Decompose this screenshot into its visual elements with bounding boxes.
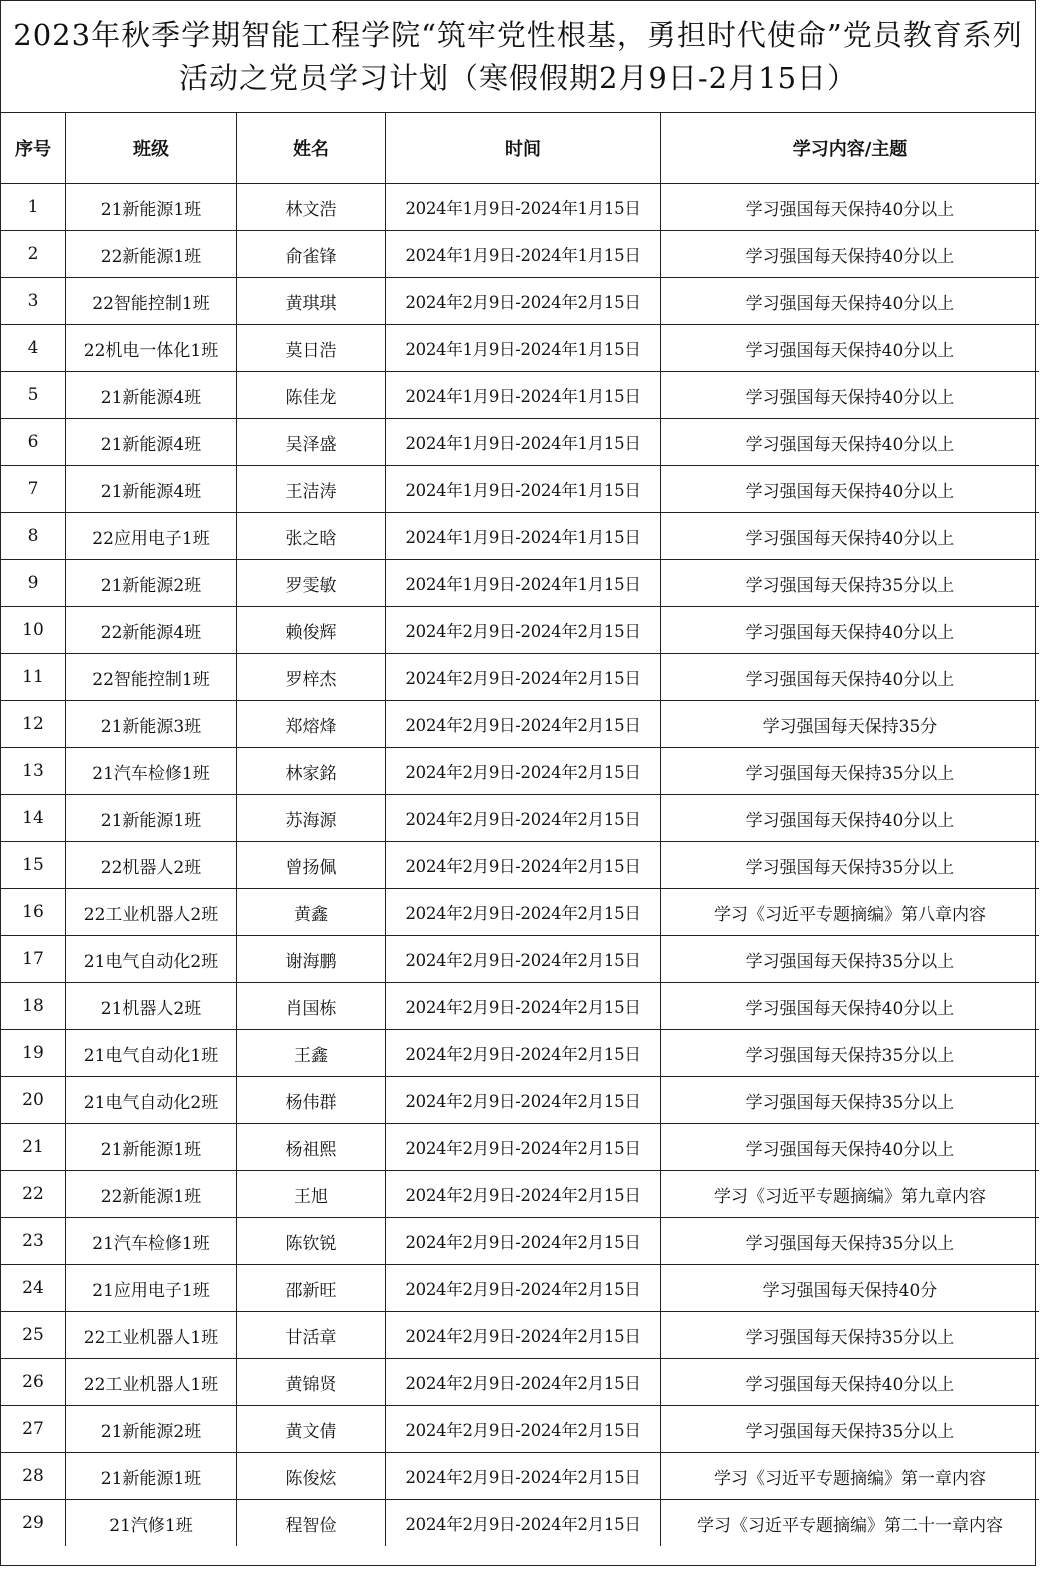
- cell-time: 2024年1月9日-2024年1月15日: [386, 419, 661, 466]
- cell-content: 学习强国每天保持40分以上: [661, 184, 1040, 231]
- table-header-row: [1, 113, 1039, 184]
- cell-name: 林文浩: [237, 184, 386, 231]
- cell-class: 21电气自动化1班: [66, 1030, 237, 1077]
- cell-name: 肖国栋: [237, 983, 386, 1030]
- cell-time: 2024年1月9日-2024年1月15日: [386, 184, 661, 231]
- cell-name: 黄文倩: [237, 1406, 386, 1453]
- cell-content: 学习强国每天保持40分以上: [661, 419, 1040, 466]
- table-row: [1, 1265, 1039, 1312]
- cell-content: 学习强国每天保持35分以上: [661, 1406, 1040, 1453]
- cell-name: 陈钦锐: [237, 1218, 386, 1265]
- table-row: [1, 1077, 1039, 1124]
- header-time: 时间: [386, 113, 661, 184]
- cell-class: 21新能源1班: [66, 184, 237, 231]
- cell-content: 学习强国每天保持35分以上: [661, 748, 1040, 795]
- cell-content: 学习强国每天保持35分以上: [661, 842, 1040, 889]
- table-row: [1, 795, 1039, 842]
- cell-class: 22机器人2班: [66, 842, 237, 889]
- cell-seq: 17: [1, 936, 66, 983]
- cell-seq: 11: [1, 654, 66, 701]
- table-row: [1, 325, 1039, 372]
- cell-seq: 27: [1, 1406, 66, 1453]
- cell-name: 俞雀锋: [237, 231, 386, 278]
- table-row: [1, 701, 1039, 748]
- cell-time: 2024年2月9日-2024年2月15日: [386, 1453, 661, 1500]
- cell-seq: 25: [1, 1312, 66, 1359]
- cell-time: 2024年2月9日-2024年2月15日: [386, 278, 661, 325]
- cell-seq: 8: [1, 513, 66, 560]
- cell-time: 2024年2月9日-2024年2月15日: [386, 1124, 661, 1171]
- cell-seq: 4: [1, 325, 66, 372]
- cell-content: 学习强国每天保持40分以上: [661, 231, 1040, 278]
- cell-class: 21汽车检修1班: [66, 1218, 237, 1265]
- table-row: [1, 1359, 1039, 1406]
- cell-name: 郑熔烽: [237, 701, 386, 748]
- cell-name: 罗雯敏: [237, 560, 386, 607]
- cell-class: 21新能源2班: [66, 560, 237, 607]
- cell-name: 王洁涛: [237, 466, 386, 513]
- cell-name: 陈佳龙: [237, 372, 386, 419]
- cell-content: 学习《习近平专题摘编》第一章内容: [661, 1453, 1040, 1500]
- cell-class: 21应用电子1班: [66, 1265, 237, 1312]
- cell-seq: 28: [1, 1453, 66, 1500]
- cell-seq: 10: [1, 607, 66, 654]
- cell-seq: 9: [1, 560, 66, 607]
- cell-seq: 14: [1, 795, 66, 842]
- cell-time: 2024年1月9日-2024年1月15日: [386, 325, 661, 372]
- cell-content: 学习《习近平专题摘编》第九章内容: [661, 1171, 1040, 1218]
- cell-content: 学习强国每天保持40分: [661, 1265, 1040, 1312]
- cell-content: 学习《习近平专题摘编》第二十一章内容: [661, 1500, 1040, 1547]
- cell-content: 学习强国每天保持35分以上: [661, 936, 1040, 983]
- cell-name: 林家銘: [237, 748, 386, 795]
- cell-name: 赖俊辉: [237, 607, 386, 654]
- cell-time: 2024年2月9日-2024年2月15日: [386, 936, 661, 983]
- cell-time: 2024年1月9日-2024年1月15日: [386, 560, 661, 607]
- cell-name: 张之晗: [237, 513, 386, 560]
- cell-class: 21汽车检修1班: [66, 748, 237, 795]
- cell-seq: 24: [1, 1265, 66, 1312]
- table-row: [1, 654, 1039, 701]
- cell-seq: 29: [1, 1500, 66, 1547]
- cell-seq: 1: [1, 184, 66, 231]
- cell-class: 22智能控制1班: [66, 278, 237, 325]
- cell-content: 学习强国每天保持35分以上: [661, 560, 1040, 607]
- cell-name: 邵新旺: [237, 1265, 386, 1312]
- cell-class: 21新能源1班: [66, 1124, 237, 1171]
- cell-time: 2024年2月9日-2024年2月15日: [386, 1218, 661, 1265]
- cell-name: 杨伟群: [237, 1077, 386, 1124]
- table-row: [1, 1124, 1039, 1171]
- cell-seq: 2: [1, 231, 66, 278]
- cell-name: 王旭: [237, 1171, 386, 1218]
- table-row: [1, 1453, 1039, 1500]
- cell-time: 2024年2月9日-2024年2月15日: [386, 1265, 661, 1312]
- cell-time: 2024年2月9日-2024年2月15日: [386, 748, 661, 795]
- cell-seq: 13: [1, 748, 66, 795]
- cell-class: 21新能源1班: [66, 795, 237, 842]
- cell-name: 杨祖熙: [237, 1124, 386, 1171]
- cell-seq: 6: [1, 419, 66, 466]
- cell-class: 22机电一体化1班: [66, 325, 237, 372]
- cell-name: 黄锦贤: [237, 1359, 386, 1406]
- cell-content: 学习强国每天保持40分以上: [661, 513, 1040, 560]
- header-content: 学习内容/主题: [661, 113, 1040, 184]
- header-seq: 序号: [1, 113, 66, 184]
- cell-time: 2024年2月9日-2024年2月15日: [386, 1406, 661, 1453]
- table-row: [1, 372, 1039, 419]
- cell-time: 2024年2月9日-2024年2月15日: [386, 889, 661, 936]
- cell-class: 22工业机器人1班: [66, 1312, 237, 1359]
- cell-time: 2024年2月9日-2024年2月15日: [386, 795, 661, 842]
- cell-content: 学习强国每天保持35分以上: [661, 1030, 1040, 1077]
- cell-seq: 26: [1, 1359, 66, 1406]
- table-row: [1, 513, 1039, 560]
- cell-content: 学习《习近平专题摘编》第八章内容: [661, 889, 1040, 936]
- cell-name: 陈俊炫: [237, 1453, 386, 1500]
- cell-name: 黄琪琪: [237, 278, 386, 325]
- cell-class: 22工业机器人1班: [66, 1359, 237, 1406]
- cell-content: 学习强国每天保持35分以上: [661, 1077, 1040, 1124]
- table-row: [1, 983, 1039, 1030]
- cell-class: 21新能源1班: [66, 1453, 237, 1500]
- cell-class: 21新能源4班: [66, 372, 237, 419]
- table-row: [1, 607, 1039, 654]
- table-row: [1, 1218, 1039, 1265]
- title-block: [1, 1, 1035, 113]
- cell-class: 21机器人2班: [66, 983, 237, 1030]
- cell-name: 黄鑫: [237, 889, 386, 936]
- table-row: [1, 419, 1039, 466]
- cell-seq: 5: [1, 372, 66, 419]
- cell-class: 21汽修1班: [66, 1500, 237, 1547]
- cell-content: 学习强国每天保持40分以上: [661, 795, 1040, 842]
- cell-time: 2024年1月9日-2024年1月15日: [386, 231, 661, 278]
- table-row: [1, 1030, 1039, 1077]
- cell-name: 谢海鹏: [237, 936, 386, 983]
- cell-name: 吴泽盛: [237, 419, 386, 466]
- cell-seq: 12: [1, 701, 66, 748]
- cell-time: 2024年2月9日-2024年2月15日: [386, 1359, 661, 1406]
- cell-content: 学习强国每天保持40分以上: [661, 1359, 1040, 1406]
- cell-content: 学习强国每天保持40分以上: [661, 466, 1040, 513]
- cell-content: 学习强国每天保持35分以上: [661, 1218, 1040, 1265]
- cell-content: 学习强国每天保持40分以上: [661, 372, 1040, 419]
- cell-seq: 19: [1, 1030, 66, 1077]
- cell-class: 22智能控制1班: [66, 654, 237, 701]
- cell-content: 学习强国每天保持40分以上: [661, 278, 1040, 325]
- header-name: 姓名: [237, 113, 386, 184]
- cell-class: 22新能源1班: [66, 231, 237, 278]
- cell-time: 2024年2月9日-2024年2月15日: [386, 607, 661, 654]
- table-row: [1, 231, 1039, 278]
- table-row: [1, 842, 1039, 889]
- cell-content: 学习强国每天保持35分以上: [661, 1312, 1040, 1359]
- header-class: 班级: [66, 113, 237, 184]
- cell-time: 2024年2月9日-2024年2月15日: [386, 1030, 661, 1077]
- cell-seq: 23: [1, 1218, 66, 1265]
- cell-time: 2024年2月9日-2024年2月15日: [386, 1171, 661, 1218]
- cell-seq: 7: [1, 466, 66, 513]
- table-body: [1, 184, 1039, 1547]
- cell-content: 学习强国每天保持40分以上: [661, 607, 1040, 654]
- cell-time: 2024年2月9日-2024年2月15日: [386, 983, 661, 1030]
- cell-content: 学习强国每天保持40分以上: [661, 325, 1040, 372]
- cell-name: 甘活章: [237, 1312, 386, 1359]
- cell-class: 22新能源1班: [66, 1171, 237, 1218]
- cell-seq: 21: [1, 1124, 66, 1171]
- cell-seq: 20: [1, 1077, 66, 1124]
- cell-class: 21新能源2班: [66, 1406, 237, 1453]
- cell-name: 曾扬佩: [237, 842, 386, 889]
- table-row: [1, 1500, 1039, 1547]
- table-row: [1, 184, 1039, 231]
- table-row: [1, 466, 1039, 513]
- cell-content: 学习强国每天保持40分以上: [661, 654, 1040, 701]
- cell-time: 2024年2月9日-2024年2月15日: [386, 654, 661, 701]
- cell-class: 21新能源4班: [66, 466, 237, 513]
- table-row: [1, 1171, 1039, 1218]
- table-row: [1, 560, 1039, 607]
- cell-name: 莫日浩: [237, 325, 386, 372]
- cell-seq: 3: [1, 278, 66, 325]
- table-row: [1, 1312, 1039, 1359]
- cell-time: 2024年2月9日-2024年2月15日: [386, 1500, 661, 1547]
- cell-content: 学习强国每天保持35分: [661, 701, 1040, 748]
- page-title: 2023年秋季学期智能工程学院“筑牢党性根基，勇担时代使命”党员教育系列活动之党员学习计划（寒假假期2月9日-2月15日）: [13, 17, 1023, 95]
- cell-time: 2024年2月9日-2024年2月15日: [386, 1312, 661, 1359]
- cell-seq: 22: [1, 1171, 66, 1218]
- cell-time: 2024年1月9日-2024年1月15日: [386, 513, 661, 560]
- cell-class: 22工业机器人2班: [66, 889, 237, 936]
- cell-class: 21电气自动化2班: [66, 1077, 237, 1124]
- table-row: [1, 889, 1039, 936]
- cell-name: 程智俭: [237, 1500, 386, 1547]
- cell-content: 学习强国每天保持40分以上: [661, 983, 1040, 1030]
- table-row: [1, 748, 1039, 795]
- cell-content: 学习强国每天保持40分以上: [661, 1124, 1040, 1171]
- cell-seq: 16: [1, 889, 66, 936]
- cell-seq: 15: [1, 842, 66, 889]
- cell-class: 22新能源4班: [66, 607, 237, 654]
- cell-class: 21新能源3班: [66, 701, 237, 748]
- cell-class: 21电气自动化2班: [66, 936, 237, 983]
- table-row: [1, 278, 1039, 325]
- study-plan-table: [1, 113, 1039, 1546]
- cell-time: 2024年2月9日-2024年2月15日: [386, 701, 661, 748]
- cell-time: 2024年2月9日-2024年2月15日: [386, 1077, 661, 1124]
- cell-class: 21新能源4班: [66, 419, 237, 466]
- cell-name: 王鑫: [237, 1030, 386, 1077]
- cell-time: 2024年2月9日-2024年2月15日: [386, 842, 661, 889]
- cell-seq: 18: [1, 983, 66, 1030]
- cell-name: 苏海源: [237, 795, 386, 842]
- cell-time: 2024年1月9日-2024年1月15日: [386, 466, 661, 513]
- table-row: [1, 1406, 1039, 1453]
- cell-name: 罗梓杰: [237, 654, 386, 701]
- cell-class: 22应用电子1班: [66, 513, 237, 560]
- cell-time: 2024年1月9日-2024年1月15日: [386, 372, 661, 419]
- table-row: [1, 936, 1039, 983]
